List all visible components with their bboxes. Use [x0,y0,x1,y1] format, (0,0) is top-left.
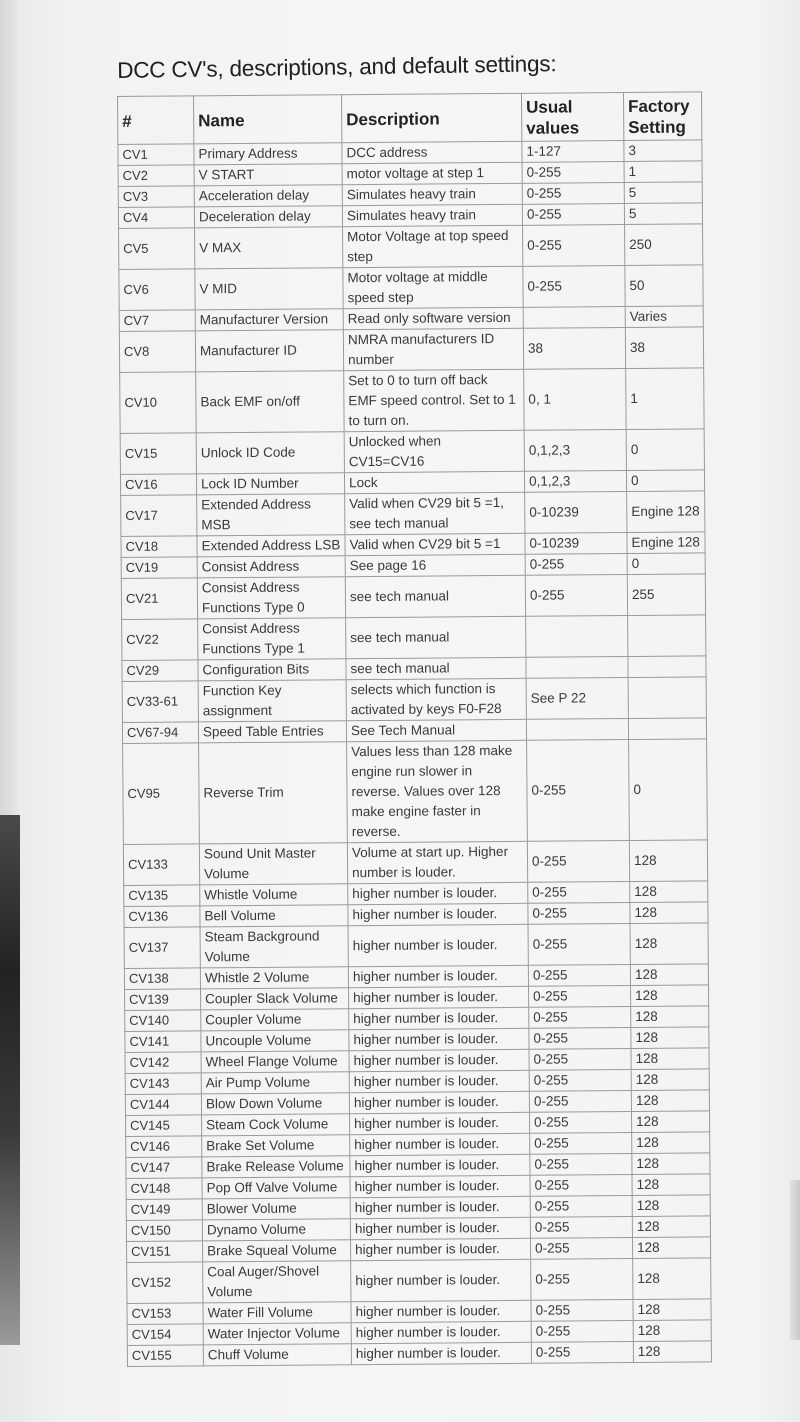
header-name: Name [194,95,342,144]
usual-values-cell: 0-255 [530,1237,632,1259]
cv-number-cell: CV1 [118,144,194,166]
table-row [123,840,707,886]
name-cell: Wheel Flange Volume [201,1051,349,1073]
cv-number-cell: CV33-61 [122,681,198,723]
usual-values-cell: 0-255 [529,1069,631,1091]
cv-number-cell: CV16 [120,474,196,496]
usual-values-cell: 0-255 [530,1195,632,1217]
factory-setting-cell [628,615,706,657]
name-cell: Brake Set Volume [202,1135,350,1157]
table-row [121,491,705,537]
factory-setting-cell: 128 [631,1069,709,1091]
table-header-row [118,92,702,145]
cv-number-cell: CV154 [127,1324,203,1346]
factory-setting-cell: 3 [624,140,702,162]
table-row [119,265,703,311]
factory-setting-cell: 128 [629,840,707,882]
factory-setting-cell: 128 [631,1027,709,1049]
description-cell: higher number is louder. [350,1175,530,1197]
cv-number-cell: CV150 [126,1220,202,1242]
name-cell: Deceleration delay [194,206,342,228]
usual-values-cell: 0, 1 [524,369,626,431]
factory-setting-cell: 50 [625,265,703,307]
description-cell: higher number is louder. [351,1342,531,1364]
table-row [120,429,704,475]
usual-values-cell: 0-255 [522,162,624,184]
factory-setting-cell: 128 [632,1216,710,1238]
description-cell: selects which function is activated by keys F0-F28 [346,678,526,720]
usual-values-cell: 0-255 [522,183,624,205]
header-number: # [118,96,194,145]
usual-values-cell: 0-255 [528,923,630,965]
usual-values-cell: 0-255 [529,1048,631,1070]
factory-setting-cell: 128 [630,881,708,903]
factory-setting-cell: 1 [626,368,704,430]
usual-values-cell: 0-255 [530,1174,632,1196]
name-cell: Water Fill Volume [203,1302,351,1324]
description-cell: see tech manual [346,616,526,658]
factory-setting-cell: 255 [627,574,705,616]
cv-number-cell: CV5 [119,228,195,270]
usual-values-cell: 0-255 [529,1006,631,1028]
description-cell: NMRA manufacturers ID number [343,328,523,370]
factory-setting-cell: 128 [631,1006,709,1028]
name-cell: Steam Background Volume [200,926,348,968]
description-cell: higher number is louder. [351,1300,531,1322]
page-title: DCC CV's, descriptions, and default settings: [117,51,557,83]
factory-setting-cell: 128 [632,1237,710,1259]
usual-values-cell: 0-255 [529,1111,631,1133]
factory-setting-cell: 5 [624,203,702,225]
cv-number-cell: CV135 [124,885,200,907]
factory-setting-cell: 128 [630,902,708,924]
name-cell: Consist Address Functions Type 0 [197,577,345,619]
name-cell: Lock ID Number [196,473,344,495]
name-cell: Whistle 2 Volume [200,967,348,989]
description-cell: higher number is louder. [349,1028,529,1050]
usual-values-cell: 0-255 [525,554,627,576]
name-cell: Primary Address [194,143,342,165]
cv-number-cell: CV141 [125,1031,201,1053]
name-cell: Uncouple Volume [201,1030,349,1052]
description-cell: Simulates heavy train [342,204,522,226]
table-row [119,327,703,373]
factory-setting-cell: 128 [633,1341,711,1363]
name-cell: V MID [195,268,343,310]
description-cell: higher number is louder. [348,924,528,966]
name-cell: Extended Address LSB [197,535,345,557]
factory-setting-cell [628,718,706,740]
usual-values-cell: 1-127 [522,141,624,163]
name-cell: Extended Address MSB [197,494,345,536]
usual-values-cell: 0-255 [531,1341,633,1363]
name-cell: Manufacturer ID [195,330,343,372]
description-cell: see tech manual [345,575,525,617]
name-cell: Pop Off Valve Volume [202,1177,350,1199]
description-cell: higher number is louder. [348,882,528,904]
cv-number-cell: CV147 [126,1157,202,1179]
description-cell: higher number is louder. [349,1007,529,1029]
cv-number-cell: CV139 [125,989,201,1011]
cv-number-cell: CV152 [127,1262,203,1304]
name-cell: Bell Volume [200,905,348,927]
usual-values-cell: 0-255 [528,881,630,903]
cv-number-cell: CV140 [125,1010,201,1032]
description-cell: See page 16 [345,554,525,576]
usual-values-cell [526,719,628,741]
description-cell: higher number is louder. [350,1154,530,1176]
cv-number-cell: CV22 [122,619,198,661]
usual-values-cell: 0-255 [530,1216,632,1238]
factory-setting-cell: 128 [633,1299,711,1321]
description-cell: higher number is louder. [348,903,528,925]
factory-setting-cell: 128 [631,1048,709,1070]
usual-values-cell [523,307,625,329]
cv-number-cell: CV8 [119,331,195,373]
description-cell: see tech manual [346,657,526,679]
description-cell: Motor voltage at middle speed step [343,266,523,308]
cv-number-cell: CV151 [126,1241,202,1263]
cv-number-cell: CV143 [125,1073,201,1095]
header-usual-values: Usual values [521,93,623,142]
name-cell: Coupler Volume [201,1009,349,1031]
name-cell: Sound Unit Master Volume [199,843,347,885]
usual-values-cell: 0-255 [529,1090,631,1112]
factory-setting-cell: 1 [624,161,702,183]
description-cell: higher number is louder. [348,965,528,987]
usual-values-cell: 0-255 [523,266,625,308]
usual-values-cell: 0-255 [529,1027,631,1049]
page-shadow-left [0,0,18,815]
description-cell: higher number is louder. [350,1133,530,1155]
factory-setting-cell: 128 [632,1153,710,1175]
name-cell: Consist Address [197,556,345,578]
cv-number-cell: CV138 [124,968,200,990]
cv-number-cell: CV153 [127,1303,203,1325]
factory-setting-cell: 128 [631,985,709,1007]
name-cell: Acceleration delay [194,185,342,207]
cv-number-cell: CV146 [126,1136,202,1158]
factory-setting-cell: Varies [625,306,703,328]
usual-values-cell: 0-10239 [525,533,627,555]
name-cell: Dynamo Volume [202,1219,350,1241]
cv-number-cell: CV4 [118,207,194,229]
cv-number-cell: CV133 [123,844,199,886]
cv-number-cell: CV145 [126,1115,202,1137]
description-cell: Set to 0 to turn off back EMF speed control. Set to 1 to turn on. [344,369,524,431]
factory-setting-cell: 250 [625,224,703,266]
background-object-right [790,1180,800,1340]
name-cell: Configuration Bits [198,659,346,681]
name-cell: Coupler Slack Volume [201,988,349,1010]
usual-values-cell: 0-10239 [525,492,627,534]
factory-setting-cell: 128 [632,1132,710,1154]
description-cell: See Tech Manual [346,719,526,741]
cv-number-cell: CV67-94 [122,722,198,744]
description-cell: DCC address [342,141,522,163]
name-cell: Whistle Volume [200,884,348,906]
cv-number-cell: CV3 [118,186,194,208]
table-row [122,677,706,723]
factory-setting-cell: 128 [632,1195,710,1217]
factory-setting-cell [628,656,706,678]
cv-table [117,91,712,1367]
name-cell: Chuff Volume [203,1344,351,1366]
description-cell: higher number is louder. [350,1196,530,1218]
description-cell: higher number is louder. [351,1321,531,1343]
cv-number-cell: CV15 [120,433,196,475]
cv-number-cell: CV19 [121,557,197,579]
name-cell: V START [194,164,342,186]
usual-values-cell: 0-255 [527,840,629,882]
cv-number-cell: CV95 [123,743,200,845]
usual-values-cell: 38 [523,328,625,370]
description-cell: higher number is louder. [349,1049,529,1071]
cv-number-cell: CV142 [125,1052,201,1074]
cv-number-cell: CV149 [126,1199,202,1221]
description-cell: Simulates heavy train [342,183,522,205]
name-cell: Reverse Trim [199,742,348,844]
cv-number-cell: CV6 [119,269,195,311]
cv-number-cell: CV144 [125,1094,201,1116]
cv-number-cell: CV2 [118,165,194,187]
name-cell: Water Injector Volume [203,1323,351,1345]
description-cell: higher number is louder. [351,1259,531,1301]
name-cell: Unlock ID Code [196,432,344,474]
description-cell: Lock [344,471,524,493]
factory-setting-cell: 128 [630,964,708,986]
usual-values-cell [526,616,628,658]
cv-number-cell: CV21 [121,578,197,620]
name-cell: Manufacturer Version [195,309,343,331]
description-cell: Valid when CV29 bit 5 =1, see tech manual [345,492,525,534]
cv-number-cell: CV17 [121,495,197,537]
factory-setting-cell: 128 [632,1174,710,1196]
table-row [120,368,704,434]
description-cell: higher number is louder. [349,986,529,1008]
description-cell: Motor Voltage at top speed step [343,225,523,267]
description-cell: Unlocked when CV15=CV16 [344,430,524,472]
cv-number-cell: CV10 [120,372,196,434]
name-cell: V MAX [195,227,343,269]
table-row [124,923,708,969]
table-row [127,1341,711,1367]
name-cell: Blow Down Volume [201,1093,349,1115]
description-cell: higher number is louder. [349,1070,529,1092]
usual-values-cell: 0-255 [522,204,624,226]
usual-values-cell: See P 22 [526,678,628,720]
usual-values-cell: 0-255 [529,985,631,1007]
usual-values-cell: 0-255 [523,225,625,267]
table-row [127,1258,711,1304]
table-row [119,224,703,270]
cv-number-cell: CV7 [119,310,195,332]
cv-number-cell: CV148 [126,1178,202,1200]
header-description: Description [341,93,521,142]
usual-values-cell: 0-255 [530,1132,632,1154]
factory-setting-cell: 5 [624,182,702,204]
table-row [122,615,706,661]
usual-values-cell: 0-255 [528,964,630,986]
factory-setting-cell [628,677,706,719]
background-object-left [0,815,20,1345]
name-cell: Blower Volume [202,1198,350,1220]
factory-setting-cell: 128 [633,1320,711,1342]
factory-setting-cell: 128 [631,1111,709,1133]
description-cell: Volume at start up. Higher number is louder. [347,841,527,883]
cv-number-cell: CV136 [124,906,200,928]
usual-values-cell: 0,1,2,3 [524,471,626,493]
cv-number-cell: CV155 [127,1345,203,1367]
name-cell: Speed Table Entries [198,721,346,743]
usual-values-cell: 0-255 [531,1320,633,1342]
description-cell: Read only software version [343,307,523,329]
description-cell: higher number is louder. [350,1217,530,1239]
cv-number-cell: CV18 [121,536,197,558]
name-cell: Coal Auger/Shovel Volume [203,1261,351,1303]
usual-values-cell: 0-255 [525,575,627,617]
factory-setting-cell: 128 [630,923,708,965]
name-cell: Brake Squeal Volume [202,1240,350,1262]
description-cell: higher number is louder. [350,1112,530,1134]
name-cell: Consist Address Functions Type 1 [198,618,346,660]
cv-number-cell: CV29 [122,660,198,682]
usual-values-cell: 0-255 [528,902,630,924]
table-row [123,739,708,845]
factory-setting-cell: 0 [627,553,705,575]
usual-values-cell [526,657,628,679]
name-cell: Air Pump Volume [201,1072,349,1094]
factory-setting-cell: 38 [625,327,703,369]
description-cell: motor voltage at step 1 [342,162,522,184]
header-factory-setting: Factory Setting [623,92,701,141]
usual-values-cell: 0-255 [527,740,630,842]
description-cell: Valid when CV29 bit 5 =1 [345,533,525,555]
name-cell: Function Key assignment [198,680,346,722]
factory-setting-cell: 0 [626,470,704,492]
description-cell: higher number is louder. [350,1238,530,1260]
usual-values-cell: 0-255 [531,1299,633,1321]
description-cell: Values less than 128 make engine run slower in reverse. Values over 128 make engine faster in reverse. [347,740,528,842]
cv-table-container [117,91,711,1367]
factory-setting-cell: 0 [626,429,704,471]
name-cell: Brake Release Volume [202,1156,350,1178]
description-cell: higher number is louder. [349,1091,529,1113]
factory-setting-cell: 128 [631,1090,709,1112]
cv-number-cell: CV137 [124,927,200,969]
usual-values-cell: 0,1,2,3 [524,430,626,472]
factory-setting-cell: 0 [629,739,708,841]
table-row [121,574,705,620]
usual-values-cell: 0-255 [531,1258,633,1300]
name-cell: Back EMF on/off [196,371,344,433]
table-body [118,140,712,1367]
factory-setting-cell: Engine 128 [627,491,705,533]
usual-values-cell: 0-255 [530,1153,632,1175]
factory-setting-cell: 128 [633,1258,711,1300]
name-cell: Steam Cock Volume [202,1114,350,1136]
factory-setting-cell: Engine 128 [627,532,705,554]
